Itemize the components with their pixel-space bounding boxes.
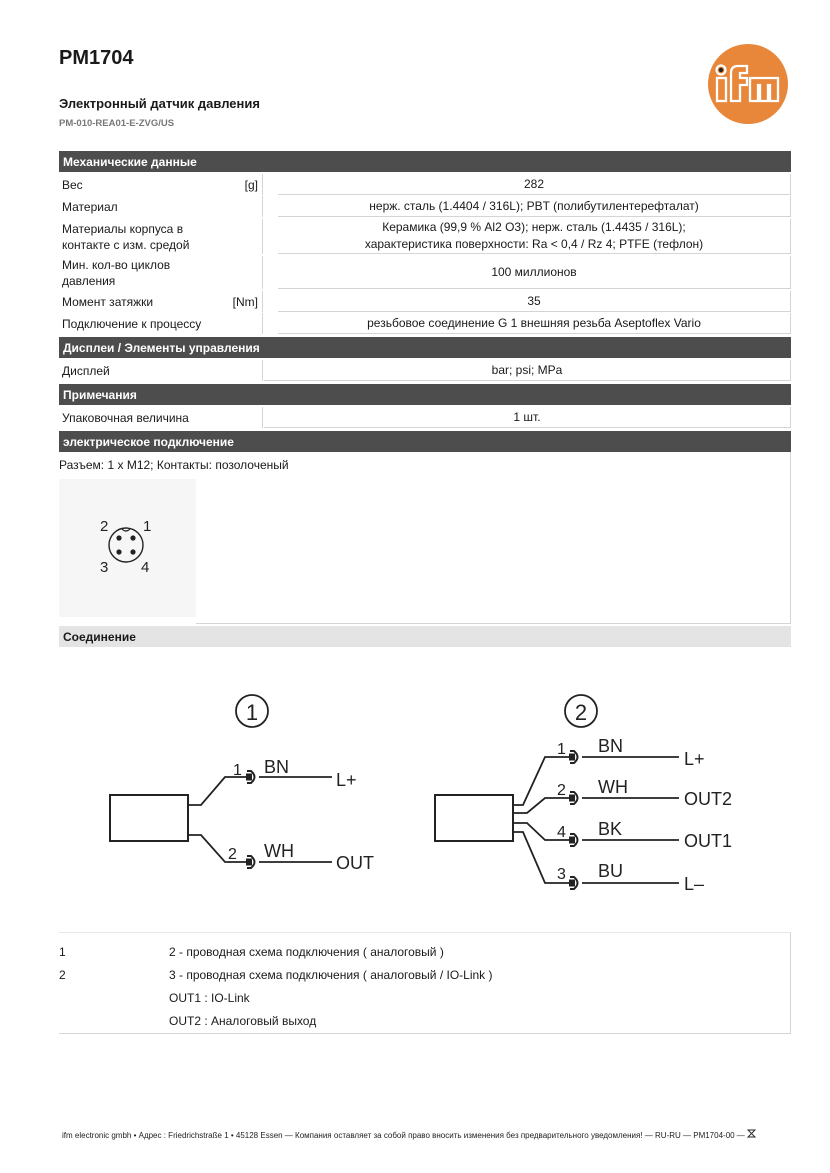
divider <box>790 452 791 624</box>
page-title: PM1704 <box>59 47 134 69</box>
wire-pin: 3 <box>557 866 566 883</box>
section-displays-heading: Дисплеи / Элементы управления <box>59 337 791 358</box>
wire-signal: L– <box>684 874 705 894</box>
wire-pin: 2 <box>228 846 237 863</box>
section-notes-heading: Примечания <box>59 384 791 405</box>
row-label: Мин. кол-во циклов давления <box>59 256 263 289</box>
pin-label: 1 <box>143 518 152 535</box>
pin-label: 4 <box>141 559 150 576</box>
legend-text: 2 - проводная схема подключения ( аналоговый ) <box>169 945 444 959</box>
legend-text: OUT1 : IO-Link <box>169 991 250 1005</box>
row-value: 100 миллионов <box>278 256 791 289</box>
wire-pin: 4 <box>557 824 566 841</box>
section-electrical-heading: электрическое подключение <box>59 431 791 452</box>
divider <box>196 623 791 624</box>
legend-text: OUT2 : Аналоговый выход <box>169 1014 317 1028</box>
wire-color: BN <box>598 736 624 756</box>
wire-color: WH <box>598 777 628 797</box>
row-value: Керамика (99,9 % Al2 O3); нерж. сталь (1.4435 / 316L); характеристика поверхности: Ra < 0,4 / Rz 4; PTFE (тефлон) <box>278 219 791 254</box>
hourglass-icon <box>747 1129 756 1138</box>
table-row <box>59 313 791 334</box>
wire-signal: L+ <box>336 770 357 790</box>
wire-pin: 2 <box>557 782 566 799</box>
page-footer: ifm electronic gmbh • Адрес : Friedrichstraße 1 • 45128 Essen — Компания оставляет за собой право вносить изменения без предварительного уведомления! — RU-RU — PM1704-00 — <box>62 1129 756 1140</box>
wire-signal: L+ <box>684 749 705 769</box>
wire-color: BK <box>598 819 623 839</box>
row-value: резьбовое соединение G 1 внешняя резьба Aseptoflex Vario <box>278 313 791 334</box>
connector-description: Разъем: 1 x M12; Контакты: позолоченый <box>59 458 289 472</box>
table-row <box>59 291 791 312</box>
wire-signal: OUT <box>336 853 374 873</box>
product-subtitle: Электронный датчик давления <box>59 96 260 111</box>
wire-color: WH <box>264 841 294 861</box>
legend-text: 3 - проводная схема подключения ( аналоговый / IO-Link ) <box>169 968 493 982</box>
diagram-number: 1 <box>245 700 259 725</box>
wire-pin: 1 <box>233 762 242 779</box>
wire-pin: 1 <box>557 741 566 758</box>
section-connection-heading: Соединение <box>59 626 791 647</box>
connection-legend <box>59 932 791 1034</box>
table-row <box>59 219 791 254</box>
legend-key: 2 <box>59 968 66 982</box>
row-value: 282 <box>278 174 791 195</box>
pin-label: 3 <box>100 559 109 576</box>
table-row <box>59 256 791 289</box>
wire-color: BU <box>598 861 624 881</box>
connector-pinout <box>59 479 196 617</box>
row-label: Дисплей <box>59 360 263 381</box>
article-code: PM-010-REA01-E-ZVG/US <box>59 118 175 129</box>
ifm-logo <box>707 43 789 125</box>
row-label: Упаковочная величина <box>59 407 263 428</box>
table-row <box>59 174 791 195</box>
wire-color: BN <box>264 757 290 777</box>
row-label: Момент затяжки [Nm] <box>59 291 263 312</box>
diagram-number: 2 <box>574 700 588 725</box>
row-value: 1 шт. <box>264 407 791 428</box>
wiring-diagrams <box>59 650 791 920</box>
row-label: Материал <box>59 196 263 217</box>
table-row <box>59 360 791 381</box>
legend-key: 1 <box>59 945 66 959</box>
table-row <box>59 196 791 217</box>
row-label: Материалы корпуса в контакте с изм. средой <box>59 219 263 254</box>
pin-label: 2 <box>100 518 109 535</box>
row-label: Вес [g] <box>59 174 263 195</box>
wire-signal: OUT2 <box>684 789 733 809</box>
section-mechanical-heading: Механические данные <box>59 151 791 172</box>
row-value: 35 <box>278 291 791 312</box>
row-value: нерж. сталь (1.4404 / 316L); PBT (полибутилентерефталат) <box>278 196 791 217</box>
row-value: bar; psi; MPa <box>264 360 791 381</box>
table-row <box>59 407 791 428</box>
row-label: Подключение к процессу <box>59 313 263 334</box>
m12-connector-icon <box>59 479 196 617</box>
wire-signal: OUT1 <box>684 831 733 851</box>
